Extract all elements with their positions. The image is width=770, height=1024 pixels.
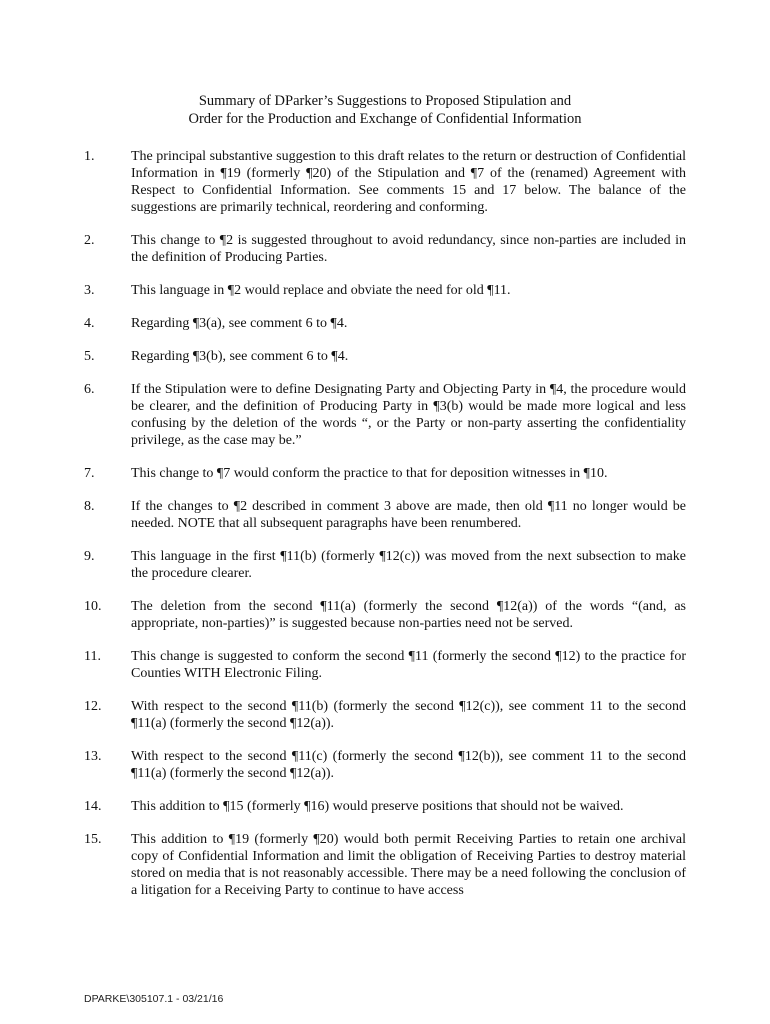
list-item xyxy=(84,748,686,782)
title-line-1: Summary of DParker’s Suggestions to Proposed Stipulation and xyxy=(198,93,572,109)
item-text: Regarding ¶3(b), see comment 6 to ¶4. xyxy=(131,349,349,364)
item-number: 11. xyxy=(84,649,101,664)
list-item xyxy=(84,498,686,532)
item-number: 1. xyxy=(84,149,95,164)
list-item xyxy=(84,798,686,815)
item-number: 9. xyxy=(84,549,95,564)
item-number: 7. xyxy=(84,466,95,481)
item-text: This language in ¶2 would replace and obviate the need for old ¶11. xyxy=(131,283,511,298)
item-number: 15. xyxy=(84,832,102,847)
list-item xyxy=(84,381,686,449)
list-item xyxy=(84,148,686,216)
item-text: The deletion from the second ¶11(a) (formerly the second ¶12(a)) of the words “(and, as appropriate, non-parties)” is suggested because non-parties need not be served. xyxy=(131,599,686,631)
item-number: 4. xyxy=(84,316,95,331)
document-footer-id: DPARKE\305107.1 - 03/21/16 xyxy=(84,993,224,1005)
item-number: 12. xyxy=(84,699,102,714)
list-item xyxy=(84,348,686,365)
item-text: With respect to the second ¶11(b) (formerly the second ¶12(c)), see comment 11 to the second ¶11(a) (formerly the second ¶12(a)). xyxy=(131,699,686,731)
item-text: This addition to ¶19 (formerly ¶20) would both permit Receiving Parties to retain one archival copy of Confidential Information and limit the obligation of Receiving Parties to destroy material stored on media that is not reasonably accessible. There may be a need following the conclusion of a litigation for a Receiving Party to continue to have access xyxy=(131,832,686,898)
title-line-2: Order for the Production and Exchange of Confidential Information xyxy=(188,111,582,127)
list-item xyxy=(84,465,686,482)
item-number: 3. xyxy=(84,283,95,298)
list-item xyxy=(84,548,686,582)
list-item xyxy=(84,315,686,332)
item-text: The principal substantive suggestion to this draft relates to the return or destruction of Confidential Information in ¶19 (formerly ¶20) of the Stipulation and ¶7 of the (renamed) Agreement with Respect to Confidential Information. See comments 15 and 17 below. The balance of the suggestions are primarily technical, reordering and conforming. xyxy=(131,149,686,215)
item-text: This addition to ¶15 (formerly ¶16) would preserve positions that should not be waived. xyxy=(131,799,624,814)
item-number: 8. xyxy=(84,499,95,514)
item-number: 6. xyxy=(84,382,95,397)
item-number: 14. xyxy=(84,799,102,814)
list-item xyxy=(84,698,686,732)
list-item xyxy=(84,232,686,266)
list-item xyxy=(84,282,686,299)
list-item xyxy=(84,598,686,632)
item-number: 13. xyxy=(84,749,102,764)
item-text: This change to ¶2 is suggested throughout to avoid redundancy, since non-parties are included in the definition of Producing Parties. xyxy=(131,233,686,265)
list-item xyxy=(84,648,686,682)
item-text: This language in the first ¶11(b) (formerly ¶12(c)) was moved from the next subsection to make the procedure clearer. xyxy=(131,549,686,581)
item-number: 5. xyxy=(84,349,95,364)
item-text: This change is suggested to conform the second ¶11 (formerly the second ¶12) to the practice for Counties WITH Electronic Filing. xyxy=(131,649,686,681)
item-text: With respect to the second ¶11(c) (formerly the second ¶12(b)), see comment 11 to the second ¶11(a) (formerly the second ¶12(a)). xyxy=(131,749,686,781)
item-text: If the changes to ¶2 described in comment 3 above are made, then old ¶11 no longer would be needed. NOTE that all subsequent paragraphs have been renumbered. xyxy=(131,499,686,531)
item-text: This change to ¶7 would conform the practice to that for deposition witnesses in ¶10. xyxy=(131,466,608,481)
item-number: 2. xyxy=(84,233,95,248)
item-number: 10. xyxy=(84,599,102,614)
list-item xyxy=(84,831,686,899)
document-title xyxy=(0,92,770,128)
numbered-list xyxy=(84,148,686,915)
item-text: Regarding ¶3(a), see comment 6 to ¶4. xyxy=(131,316,348,331)
item-text: If the Stipulation were to define Designating Party and Objecting Party in ¶4, the procedure would be clearer, and the definition of Producing Party in ¶3(b) would be made more logical and less confusing by the deletion of the words “, or the Party or non-party asserting the confidentiality privilege, as the case may be.” xyxy=(131,382,686,448)
